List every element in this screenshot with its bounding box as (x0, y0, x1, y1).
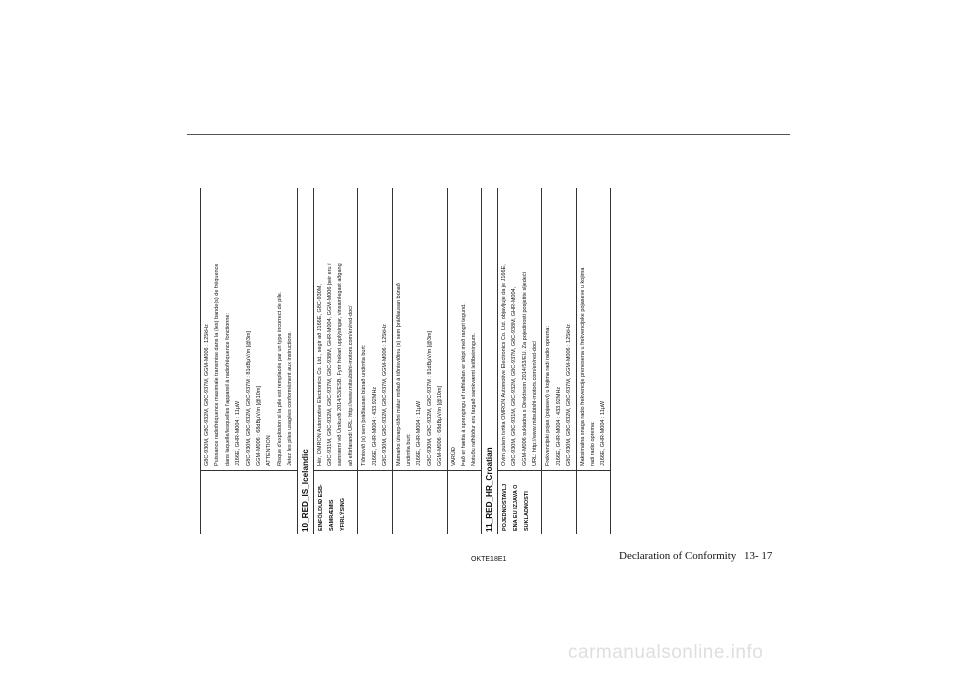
text-line: J166E, GHR-M004 : 433.92MHz (555, 386, 562, 466)
text-line: GGM-M006 : 68dBμV/m [@10m] (256, 386, 263, 466)
text-line: GGM-M006 : 68dBμV/m [@10m] (437, 386, 444, 466)
text-line: Mámarks útvarp-tíðni mátur miðað á tíðnisviðinu (s) sem þráðlausan búnað (395, 283, 402, 466)
text-line: Tíðnisvið (s) sem þráðlausan búnað undirrita burt: (361, 344, 368, 466)
is-row-3 (393, 188, 448, 534)
text-line: J166E, GHR-M004 : 433.92MHz (371, 386, 378, 466)
text-line: G8C-930M, G8C-932M, G8C-937M, GGM-M006 : 125kHz (566, 324, 573, 466)
is-row-2 (358, 188, 392, 534)
text-line: ATTENTION (266, 435, 273, 466)
text-line: J166E, GHR-M004 : 11μW (235, 400, 242, 466)
watermark-text: carmanualsonline.info (568, 642, 764, 663)
text-line: Maksimalna snaga radio frekvencije prenesena u frekvencijske pojaseve u kojima (579, 267, 586, 466)
text-line: G8C-931M, G8C-932M, G8C-937M, G8C-938M, GHR-M004, GGM-M006 þeir eru í (327, 263, 334, 466)
text-line: G8C-930M, G8C-932M, G8C-937M, GGM-M006 : 125kHz (382, 324, 389, 466)
rotated-conformity-table (200, 188, 739, 534)
page-title: Declaration of Conformity (619, 550, 737, 562)
hr-label: POJEDNOSTAVLJ ENA EU IZJAVA O SUKLADNOSTI (498, 470, 542, 534)
hr-block-3 (577, 188, 610, 470)
hr-block-2 (542, 188, 575, 470)
is-block-4 (448, 188, 481, 470)
text-line: GGM-M006 sukladna s Direktivom 2014/53/EU. Za pojedinosti posjetite sljedeći (521, 272, 528, 466)
text-line: URL: http://www.mitsubishi-motors.com/en/red-doc/ (531, 340, 538, 466)
text-line: G8C-930M, G8C-932M, G8C-937M, GGM-M006 : 125kHz (204, 324, 210, 466)
text-line: G8C-930M, G8C-932M, G8C-937M : 81dBμV/m [@3m] (426, 331, 433, 466)
document-code: OKTE18E1 (471, 556, 507, 563)
text-line: G8C-930M, G8C-931M, G8C-932M, G8C-937M, G8C-938M, GHR-M004, (511, 286, 518, 466)
fr-tail-row (200, 188, 298, 534)
text-line: Hér, OMRON Automotive Electronics Co. Ltd., segir að J166E, G8C-930M, (316, 284, 323, 466)
text-line: J166E, GHR-M004 : 11μW (416, 400, 423, 466)
text-line: undirrita burt: (405, 433, 412, 466)
is-row-4 (448, 188, 482, 534)
hr-row-3 (577, 188, 611, 534)
page-number: 13- 17 (744, 550, 773, 562)
text-line: Notuðu rafhlöður eru fargað samkvæmt leiðbeiningum. (471, 333, 478, 466)
is-section-heading: 10_RED_IS_Icelandic (298, 188, 314, 534)
fr-content-cell (201, 188, 297, 470)
text-line: Frekvencijski pojas (pojasevi) u kojima radi radio oprema: (545, 325, 552, 466)
text-line: G8C-930M, G8C-932M, G8C-937M : 81dBμV/m [@3m] (245, 331, 252, 466)
is-block-3 (393, 188, 447, 470)
top-rule (187, 134, 790, 135)
text-line: Ovim putem tvrtka OMRON Automotive Electronics Co. Ltd. objavljuje da je J166E, (500, 264, 507, 466)
text-line: Jetez les piles usagées conformément aux instructions. (287, 331, 294, 466)
hr-row-1 (498, 188, 543, 534)
text-line: dans laquelle/lesquelles l'appareil à radiofréquence fonctionne: (224, 312, 231, 466)
is-label: EINFÖLDUÐ ESB-SAMRÆMIS YFIRLÝSING (314, 470, 358, 534)
text-line: Risque d'explosion si la pile est remplacée par un type incorrect de pile. (276, 291, 283, 466)
text-line: radi radio oprema: (590, 421, 596, 466)
hr-section-heading: 11_RED_HR_Croatian (482, 188, 498, 534)
text-line: VARÚÐ (450, 447, 457, 466)
text-line: að eftirfarandi URL: http://www.mitsubishi-motors.com/en/red-doc/ (347, 305, 354, 466)
is-block-1 (314, 188, 358, 470)
text-line: Puissance radiofréquence maximale transmise dans la (les) bande(s) de fréquence (214, 263, 221, 466)
fr-label-cell (201, 470, 297, 534)
text-line: Það er hætta á sprengingu ef rafhlaðan er skipt með rangri tegund. (460, 303, 467, 466)
is-row-1 (314, 188, 359, 534)
hr-block-1 (498, 188, 542, 470)
is-block-2 (358, 188, 391, 470)
text-line: J166E, GHR-M004 : 11μW (600, 400, 607, 466)
text-line: samræmi við Úrskurði 2014/53/ESB. Fyrir frekari upplýsingar, vinsamlegast aðgang (337, 263, 344, 466)
hr-row-2 (542, 188, 576, 534)
